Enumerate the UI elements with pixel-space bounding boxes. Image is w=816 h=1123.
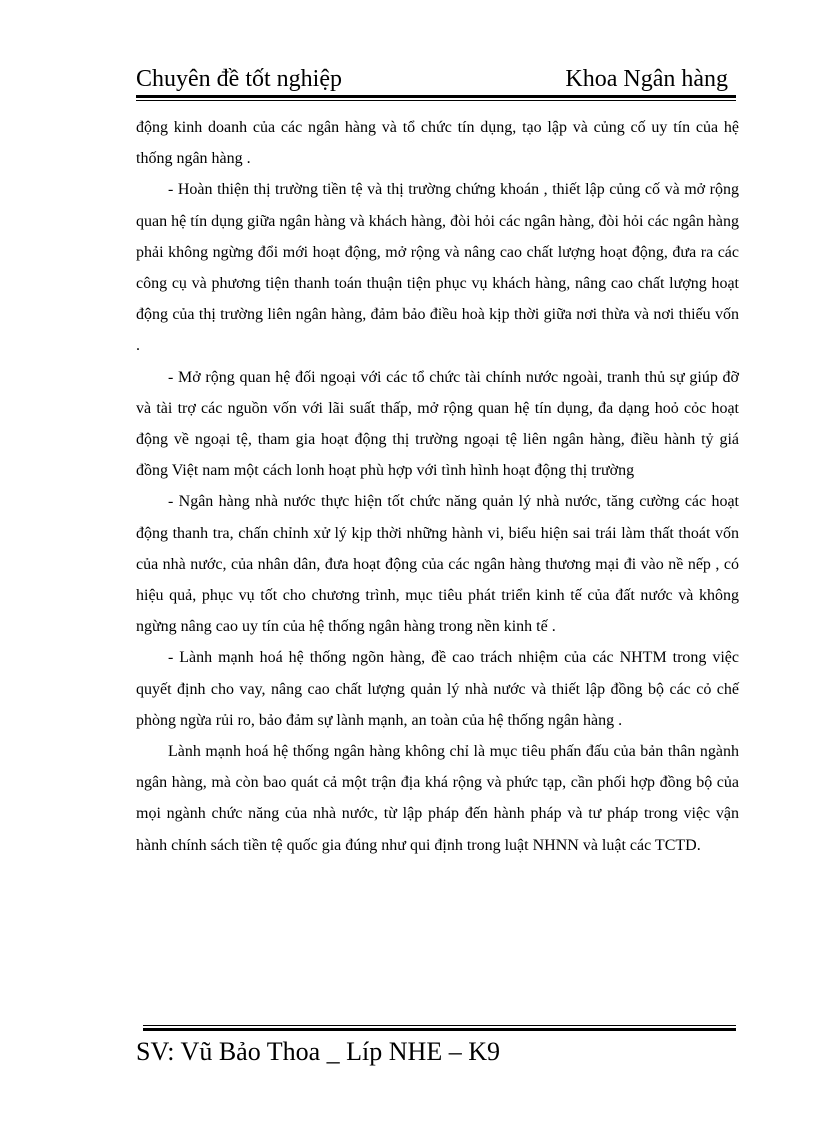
paragraph-foreign-relations: - Mở rộng quan hệ đối ngoại với các tổ chức tài chính nước ngoài, tranh thủ sự giúp đỡ và tài trợ các nguồn vốn với lãi suất thấp, mở rộng quan hệ tín dụng, đa dạng hoỏ cỏc hoạt động về ngoại tệ, tham gia hoạt động thị trường ngoại tệ liên ngân hàng, điều hành tỷ giá đồng Việt nam một cách lonh hoạt phù hợp với tình hình hoạt động thị trường: [136, 368, 739, 480]
paragraph-money-market: - Hoàn thiện thị trường tiền tệ và thị trường chứng khoán , thiết lập củng cố và mở rộng quan hệ tín dụng giữa ngân hàng và khách hàng, đòi hỏi các ngân hàng, đòi hỏi các ngân hàng phải không ngừng đổi mới hoạt động, mở rộng và nâng cao chất lượng hoạt động, đưa ra các công cụ và phương tiện thanh toán thuận tiện phục vụ khách hàng, nâng cao chất lượng hoạt động của thị trường liên ngân hàng, đảm bảo điều hoà kịp thời giữa nơi thừa và nơi thiếu vốn .: [136, 181, 739, 355]
page-footer: SV: Vũ Bảo Thoa _ Líp NHE – K9: [136, 1037, 500, 1066]
paragraph-conclusion: Lành mạnh hoá hệ thống ngân hàng không chỉ là mục tiêu phấn đấu của bản thân ngành ngân hàng, mà còn bao quát cả một trận địa khá rộng và phức tạp, cần phối hợp đồng bộ của mọi ngành chức năng của nhà nước, từ lập pháp đến hành pháp và tư pháp trong việc vận hành chính sách tiền tệ quốc gia đúng như qui định trong luật NHNN và luật các TCTD.: [136, 743, 739, 854]
header-faculty: Khoa Ngân hàng: [565, 66, 728, 92]
header-rule-thin: [136, 100, 736, 101]
paragraph-continuation: động kinh doanh của các ngân hàng và tổ chức tín dụng, tạo lập và củng cố uy tín của hệ thống ngân hàng .: [136, 119, 739, 168]
body-text: [136, 112, 739, 861]
footer-rule-thin: [143, 1025, 736, 1026]
header-rule: [136, 95, 736, 98]
header-document-type: Chuyên đề tốt nghiệp: [136, 66, 342, 92]
paragraph-healthy-system: - Lành mạnh hoá hệ thống ngõn hàng, đề cao trách nhiệm của các NHTM trong việc quyết định cho vay, nâng cao chất lượng quản lý nhà nước và thiết lập đồng bộ các cỏ chế phòng ngừa rủi ro, bảo đảm sự lành mạnh, an toàn của hệ thống ngân hàng .: [136, 649, 739, 729]
footer-rule: [143, 1028, 736, 1031]
page-header: [136, 64, 736, 94]
paragraph-state-bank: - Ngân hàng nhà nước thực hiện tốt chức năng quản lý nhà nước, tăng cường các hoạt động thanh tra, chấn chỉnh xử lý kịp thời những hành vi, biểu hiện sai trái làm thất thoát vốn của nhà nước, của nhân dân, đưa hoạt động của các ngân hàng thương mại đi vào nề nếp , có hiệu quả, phục vụ tốt cho chương trình, mục tiêu phát triển kinh tế của đất nước và không ngừng nâng cao uy tín của hệ thống ngân hàng trong nền kinh tế .: [136, 493, 739, 636]
